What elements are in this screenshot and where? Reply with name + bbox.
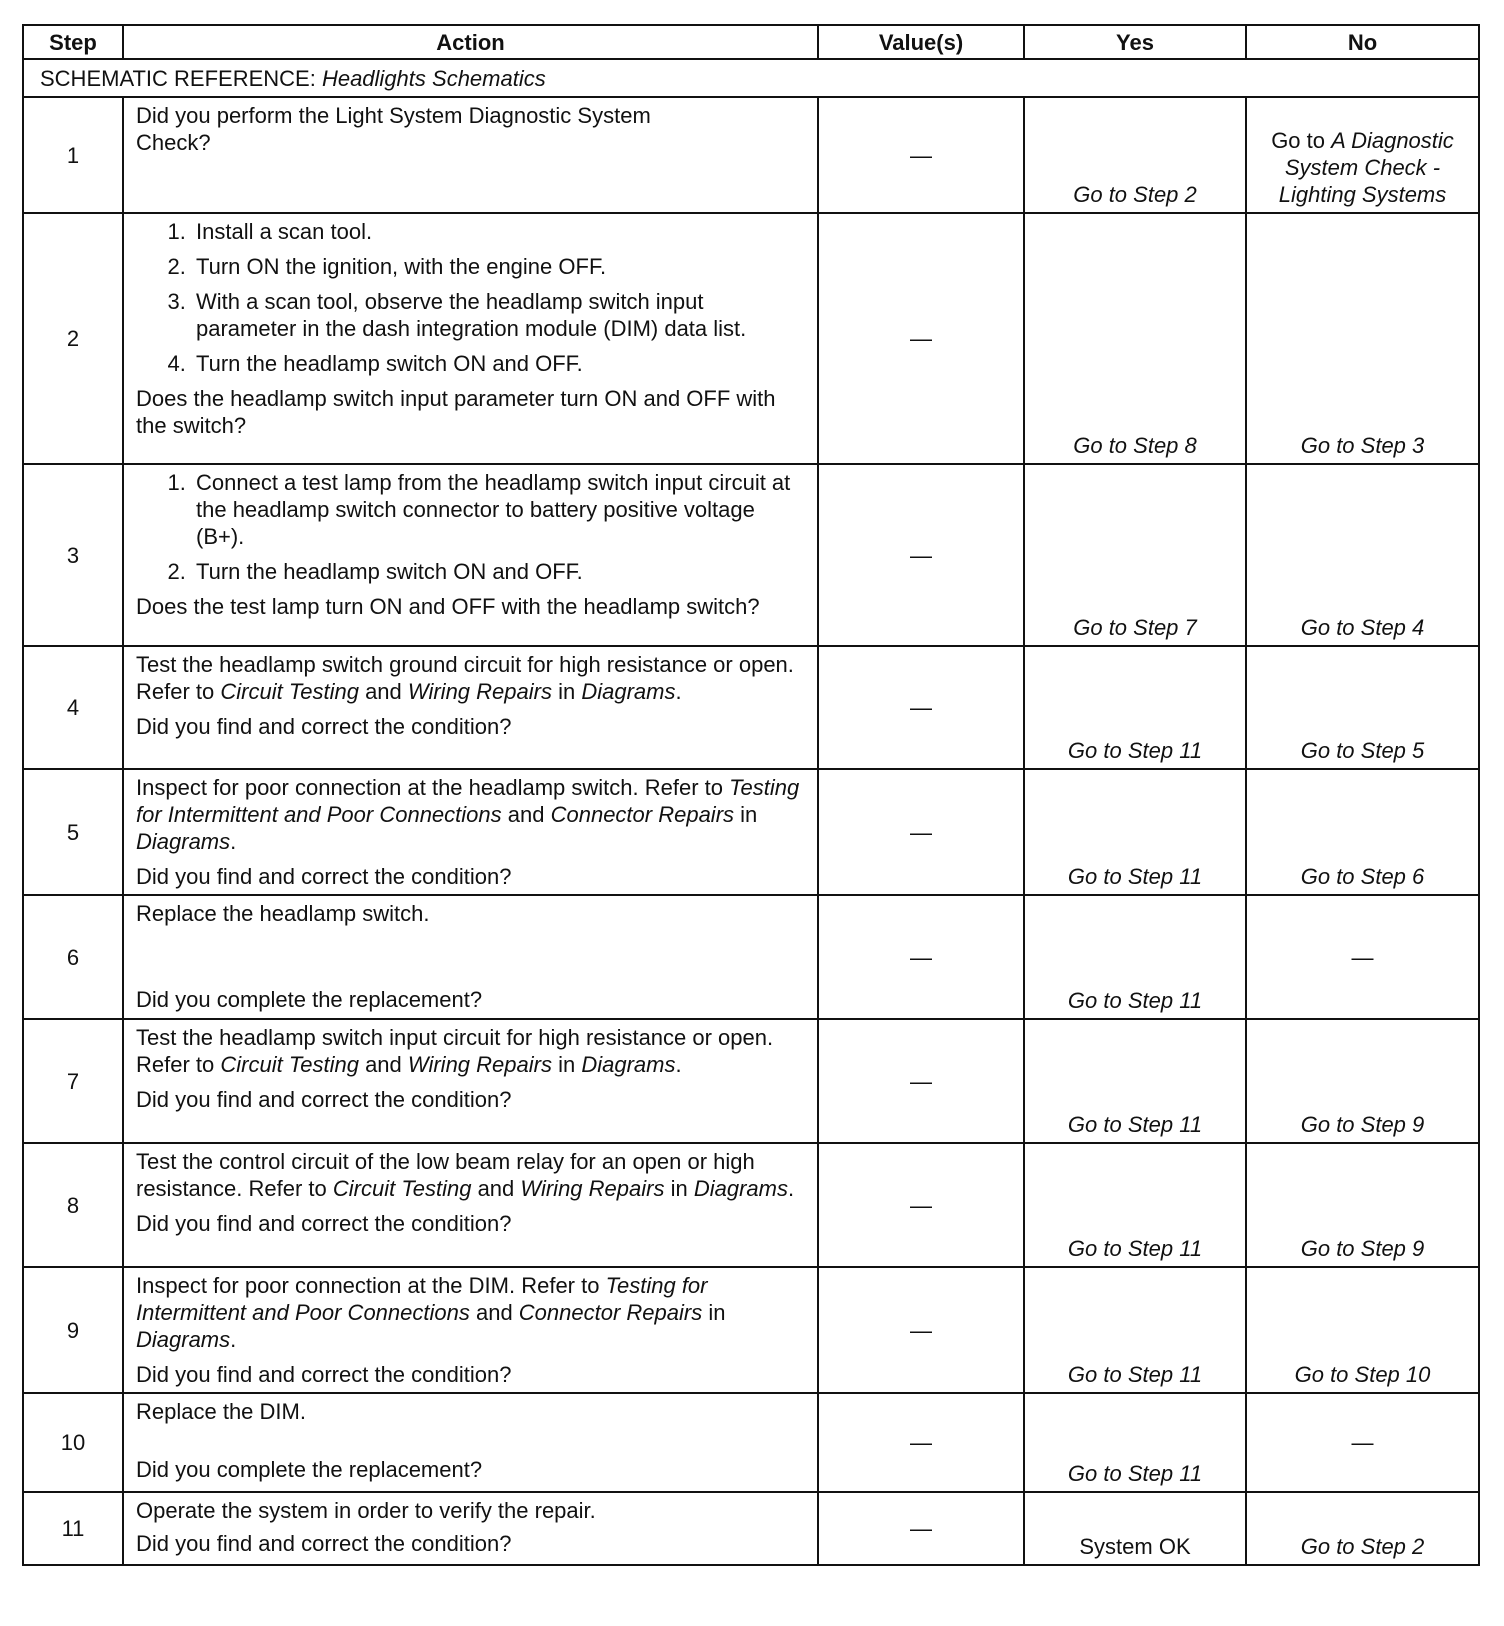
schematic-reference xyxy=(23,59,1479,97)
action-cell xyxy=(123,1143,818,1267)
step-number: 5 xyxy=(23,769,123,895)
reference-circuit-testing: Circuit Testing xyxy=(220,679,359,704)
text-run: in xyxy=(734,802,758,827)
reference-diagrams: Diagrams xyxy=(581,1052,676,1077)
no-cell: Go to Step 3 xyxy=(1246,213,1479,464)
list-item: 2. Turn the headlamp switch ON and OFF. xyxy=(192,558,807,585)
text-run: and xyxy=(358,679,408,704)
action-question: Did you find and correct the condition? xyxy=(136,1531,512,1556)
action-question: Did you complete the replacement? xyxy=(136,1457,483,1482)
header-row xyxy=(23,25,1479,59)
action-text xyxy=(136,1272,807,1353)
action-cell xyxy=(123,646,818,769)
text-run: Inspect for poor connection at the headlamp switch. Refer to xyxy=(136,775,730,800)
table-row xyxy=(23,1267,1479,1393)
text-run: and xyxy=(501,802,551,827)
no-cell xyxy=(1246,97,1479,213)
text-run: . xyxy=(230,829,237,854)
schematic-label: SCHEMATIC REFERENCE: xyxy=(40,65,322,91)
value-cell: — xyxy=(818,769,1024,895)
step-number: 3 xyxy=(23,464,123,646)
text-run: . xyxy=(787,1176,795,1201)
value-cell: — xyxy=(818,1393,1024,1492)
value-cell: — xyxy=(818,97,1024,213)
list-item: 4. Turn the headlamp switch ON and OFF. xyxy=(192,350,807,377)
action-question: Does the headlamp switch input parameter turn ON and OFF with the switch? xyxy=(136,386,776,438)
text-run: and xyxy=(471,1176,521,1201)
yes-cell: Go to Step 11 xyxy=(1024,646,1246,769)
yes-cell: Go to Step 2 xyxy=(1024,97,1246,213)
list-item: 3. With a scan tool, observe the headlamp switch input parameter in the dash integration module (DIM) data list. xyxy=(192,288,807,342)
reference-circuit-testing: Circuit Testing xyxy=(220,1052,359,1077)
table-row xyxy=(23,895,1479,1019)
schematic-reference-row xyxy=(23,59,1479,97)
action-question: Did you find and correct the condition? xyxy=(136,1362,512,1387)
text-run: . xyxy=(675,679,682,704)
header-yes: Yes xyxy=(1024,25,1246,59)
step-number: 9 xyxy=(23,1267,123,1393)
no-cell: Go to Step 2 xyxy=(1246,1492,1479,1565)
no-cell: Go to Step 5 xyxy=(1246,646,1479,769)
action-cell xyxy=(123,895,818,1019)
text-run: in xyxy=(664,1176,694,1201)
yes-cell: Go to Step 11 xyxy=(1024,895,1246,1019)
action-text: Operate the system in order to verify the repair. xyxy=(136,1498,596,1523)
value-cell: — xyxy=(818,1492,1024,1565)
action-text: Replace the DIM. xyxy=(136,1399,306,1424)
table-row xyxy=(23,97,1479,213)
list-item: 2. Turn ON the ignition, with the engine OFF. xyxy=(192,253,807,280)
no-link: A Diagnostic System Check - Lighting Systems xyxy=(1278,128,1454,207)
value-cell: — xyxy=(818,1143,1024,1267)
reference-wiring-repairs: Wiring Repairs xyxy=(520,1176,665,1201)
yes-cell: Go to Step 11 xyxy=(1024,1267,1246,1393)
no-cell: Go to Step 9 xyxy=(1246,1143,1479,1267)
text-run: and xyxy=(469,1300,519,1325)
text-run: in xyxy=(551,1052,582,1077)
no-cell: — xyxy=(1246,1393,1479,1492)
action-text: Replace the headlamp switch. xyxy=(136,901,430,926)
text-run: . xyxy=(230,1327,237,1352)
action-question: Did you find and correct the condition? xyxy=(136,1087,512,1112)
table-row xyxy=(23,1143,1479,1267)
action-cell xyxy=(123,1492,818,1565)
action-cell xyxy=(123,213,818,464)
action-steps-list xyxy=(136,218,807,377)
no-cell: Go to Step 4 xyxy=(1246,464,1479,646)
value-cell: — xyxy=(818,1019,1024,1143)
action-cell xyxy=(123,97,818,213)
yes-cell: Go to Step 11 xyxy=(1024,1393,1246,1492)
reference-intermittent-connections: Testing for Intermittent and Poor Connections xyxy=(136,775,800,827)
action-cell xyxy=(123,464,818,646)
diagnostic-table-document xyxy=(22,24,1478,1566)
diagnostic-table xyxy=(22,24,1480,1566)
table-row xyxy=(23,213,1479,464)
header-no: No xyxy=(1246,25,1479,59)
text-run: and xyxy=(358,1052,408,1077)
action-text xyxy=(136,774,807,855)
value-cell: — xyxy=(818,895,1024,1019)
text-run: Test the control circuit of the low beam relay for an open or high resistance. Refer to xyxy=(136,1149,755,1201)
table-row xyxy=(23,769,1479,895)
text-run: Test the headlamp switch ground circuit for high resistance or open. Refer to xyxy=(136,652,794,704)
table-row xyxy=(23,1492,1479,1565)
yes-cell: Go to Step 11 xyxy=(1024,1019,1246,1143)
yes-cell: Go to Step 11 xyxy=(1024,769,1246,895)
reference-connector-repairs: Connector Repairs xyxy=(518,1300,703,1325)
action-cell xyxy=(123,1393,818,1492)
action-cell xyxy=(123,769,818,895)
reference-diagrams: Diagrams xyxy=(136,829,231,854)
no-cell: Go to Step 6 xyxy=(1246,769,1479,895)
step-number: 7 xyxy=(23,1019,123,1143)
table-row xyxy=(23,1393,1479,1492)
action-text xyxy=(136,651,807,705)
table-row xyxy=(23,1019,1479,1143)
action-steps-list xyxy=(136,469,807,585)
text-run: in xyxy=(702,1300,726,1325)
step-number: 1 xyxy=(23,97,123,213)
action-cell xyxy=(123,1267,818,1393)
table-row xyxy=(23,646,1479,769)
yes-cell: System OK xyxy=(1024,1492,1246,1565)
text-run: Inspect for poor connection at the DIM. Refer to xyxy=(136,1273,606,1298)
yes-cell: Go to Step 7 xyxy=(1024,464,1246,646)
list-item: 1. Install a scan tool. xyxy=(192,218,807,245)
action-text xyxy=(136,1024,807,1078)
value-cell: — xyxy=(818,1267,1024,1393)
value-cell: — xyxy=(818,646,1024,769)
reference-connector-repairs: Connector Repairs xyxy=(550,802,735,827)
reference-diagrams: Diagrams xyxy=(136,1327,231,1352)
action-question: Does the test lamp turn ON and OFF with the headlamp switch? xyxy=(136,594,760,619)
reference-wiring-repairs: Wiring Repairs xyxy=(407,1052,552,1077)
text-run: . xyxy=(675,1052,682,1077)
yes-cell: Go to Step 11 xyxy=(1024,1143,1246,1267)
step-number: 8 xyxy=(23,1143,123,1267)
list-item: 1. Connect a test lamp from the headlamp switch input circuit at the headlamp switch connector to battery positive voltage (B+). xyxy=(192,469,807,550)
schematic-link: Headlights Schematics xyxy=(321,65,546,91)
yes-cell: Go to Step 8 xyxy=(1024,213,1246,464)
reference-diagrams: Diagrams xyxy=(581,679,676,704)
action-question: Did you complete the replacement? xyxy=(136,987,483,1012)
no-cell: Go to Step 10 xyxy=(1246,1267,1479,1393)
text-run: Test the headlamp switch input circuit for high resistance or open. Refer to xyxy=(136,1025,774,1077)
action-text xyxy=(136,1148,807,1202)
value-cell: — xyxy=(818,213,1024,464)
action-question: Did you find and correct the condition? xyxy=(136,864,512,889)
step-number: 11 xyxy=(23,1492,123,1565)
table-row xyxy=(23,464,1479,646)
step-number: 10 xyxy=(23,1393,123,1492)
header-value: Value(s) xyxy=(818,25,1024,59)
action-question: Did you find and correct the condition? xyxy=(136,714,512,739)
text-run: in xyxy=(551,679,582,704)
reference-wiring-repairs: Wiring Repairs xyxy=(407,679,552,704)
step-number: 4 xyxy=(23,646,123,769)
step-number: 2 xyxy=(23,213,123,464)
step-number: 6 xyxy=(23,895,123,1019)
header-action: Action xyxy=(123,25,818,59)
action-cell xyxy=(123,1019,818,1143)
header-step: Step xyxy=(23,25,123,59)
reference-diagrams: Diagrams xyxy=(693,1176,788,1201)
reference-circuit-testing: Circuit Testing xyxy=(332,1176,472,1201)
action-text: Did you perform the Light System Diagnostic System Check? xyxy=(136,103,651,155)
action-question: Did you find and correct the condition? xyxy=(136,1211,512,1236)
no-cell: — xyxy=(1246,895,1479,1019)
no-prefix: Go to xyxy=(1271,128,1332,153)
no-cell: Go to Step 9 xyxy=(1246,1019,1479,1143)
reference-intermittent-connections: Testing for Intermittent and Poor Connections xyxy=(136,1273,708,1325)
value-cell: — xyxy=(818,464,1024,646)
